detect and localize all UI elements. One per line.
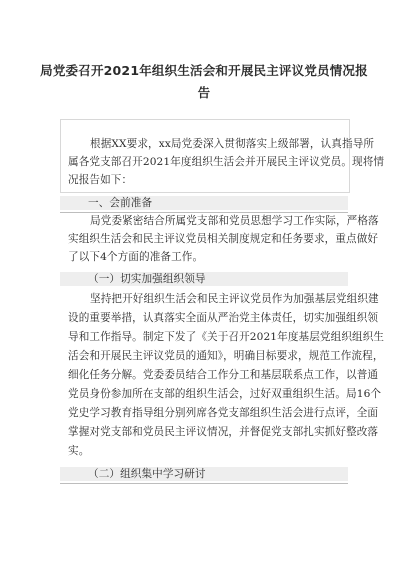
document-title: 局党委召开2021年组织生活会和开展民主评议党员情况报 <box>40 63 368 78</box>
intro-line: 根据XX要求，xx局党委深入贯彻落实上级部署，认真指导所 <box>90 138 375 150</box>
subsection-heading: （二）组织集中学习研讨 <box>88 468 206 480</box>
section-body-line: 局党委紧密结合所属党支部和党员思想学习工作实际，严格落 <box>90 215 379 227</box>
subsection-body-line: 设的重要举措，认真落实全面从严治党主体责任，切实加强组织领 <box>68 312 379 324</box>
subsection-body-line: 导和工作指导。制定下发了《关于召开2021年度基层党组织组织生 <box>68 331 385 343</box>
subsection-body-line: 党史学习教育指导组分别列席各党支部组织生活会进行点评，全面 <box>68 407 379 419</box>
intro-line: 属各党支部召开2021年度组织生活会并开展民主评议党员。现将情 <box>68 156 385 168</box>
section-heading: 一、会前准备 <box>88 197 153 209</box>
subsection-body-line: 坚持把开好组织生活会和民主评议党员作为加强基层党组织建 <box>90 293 379 305</box>
document-title-continuation: 告 <box>197 85 211 100</box>
subsection-body-line: 实。 <box>68 445 90 457</box>
subsection-body-line: 活会和开展民主评议党员的通知》，明确目标要求，规范工作流程， <box>68 350 384 362</box>
subheading-underline <box>60 483 348 484</box>
subsection-heading: （一）切实加强组织领导 <box>88 273 206 285</box>
subsection-body-line: 党员身份参加所在支部的组织生活会，过好双重组织生活。局16个 <box>68 388 382 400</box>
subsection-body-line: 掌握对党支部和党员民主评议情况，并督促党支部扎实抓好整改落 <box>68 426 379 438</box>
section-body-line: 实组织生活会和民主评议党员相关制度规定和任务要求，重点做好 <box>68 233 379 245</box>
section-body-line: 了以下4个方面的准备工作。 <box>68 251 204 263</box>
subsection-body-line: 细化任务分解。党委委员结合工作分工和基层联系点工作，以普通 <box>68 369 379 381</box>
intro-line: 况报告如下： <box>68 174 133 186</box>
